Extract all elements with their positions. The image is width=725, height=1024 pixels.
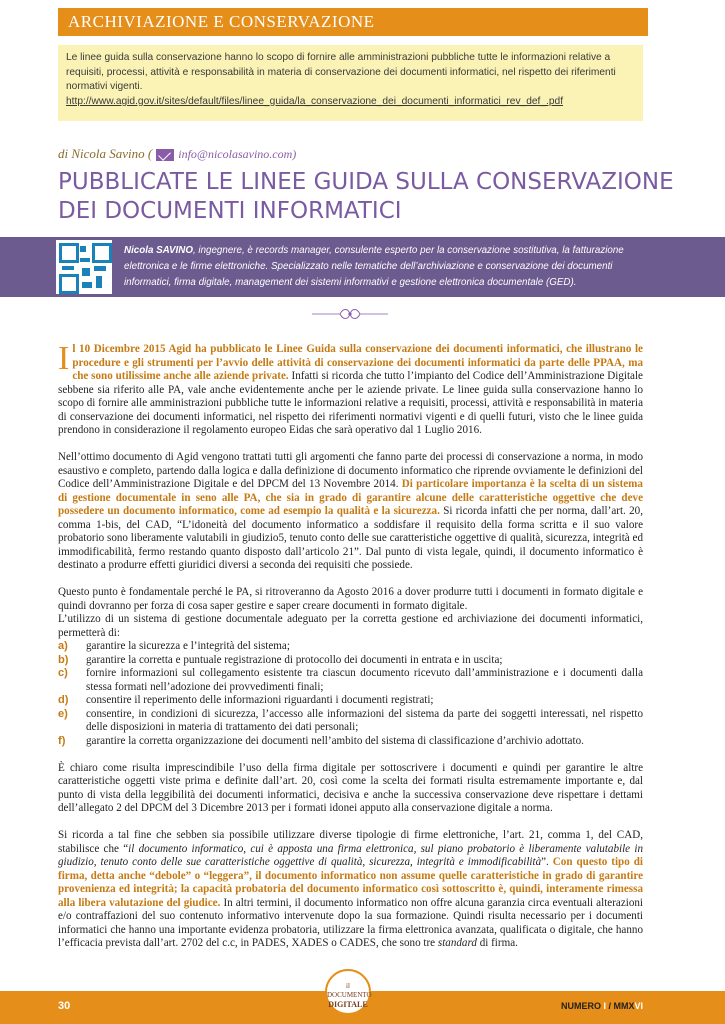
paragraph-6 bbox=[58, 829, 643, 951]
author-email[interactable]: info@nicolasavino.com) bbox=[178, 147, 297, 161]
byline bbox=[58, 146, 296, 162]
list-item bbox=[58, 708, 643, 735]
list-text: consentire, in condizioni di sicurezza, l’accesso alle informazioni del sistema da parte dei soggetti interessati, nel rispetto delle disposizioni in materia di trattamento dei dati personali; bbox=[86, 707, 643, 733]
paragraph-6-text-c: In altri termini, il documento informatico non offre alcuna garanzia circa eventuali alterazioni e/o contraffazioni del suo contenuto informativo intervenute dopo la sua formazione. Quindi risulta necessario per i documenti informatici che hanno una importante evidenza probatoria, utilizzare la firma elettronica avanzata, qualificata o digitale, che hanno l’efficacia prevista dall’art. 2702 del c.c, in PADES, XADES o CADES, che sono tre bbox=[58, 896, 643, 949]
ornament-divider-icon bbox=[310, 307, 390, 321]
paragraph-6-quote: il documento informatico, cui è apposta una firma elettronica, sul piano probatorio è liberamente valutabile in giudizio, tenuto conto delle sue caratteristiche oggettive di qualità, sicurezza, integrità e immodificabilità bbox=[58, 842, 643, 868]
list-item bbox=[58, 694, 643, 708]
paragraph-2-highlight: Di particolare importanza è la scelta di un sistema di gestione documentale in seno alle PA, che sia in grado di garantire alcune delle caratteristiche oggettive che deve possedere un documento informatico, come ad esempio la qualità e la sicurezza. bbox=[58, 478, 643, 517]
page-number: 30 bbox=[58, 1000, 71, 1012]
paragraph-1-text: Infatti si ricorda che tutto l’impianto del Codice dell’Amministrazione Digitale sebbene sia riferito alle PA, vale anche evidentemente anche per le aziende private. Le linee guida sulla conservazione hanno lo scopo di fornire alle amministrazioni pubbliche tutte le informazioni relative a requisiti, processi, attività e responsabilità in materia di conservazione dei documenti informatici, nel rispetto dei riferimenti normativi vigenti e di quelli futuri, visto che le linee guida prendono in considerazione il regolamento europeo Eidas che sarà operativo dal 1 Luglio 2016. bbox=[58, 370, 643, 436]
section-title: ARCHIVIAZIONE E CONSERVAZIONE bbox=[68, 12, 375, 31]
author-bio-text: , ingegnere, è records manager, consulente esperto per la conservazione sostitutiva, la fatturazione elettronica e le firme elettroniche. Specializzato nelle tematiche dell’archiviazione e conservazione dei documenti informatici, firma digitale, management dei sistemi informativi e gestione elettronica documentale (GED). bbox=[124, 245, 624, 288]
article-title: PUBBLICATE LE LINEE GUIDA SULLA CONSERVAZIONE DEI DOCUMENTI INFORMATICI bbox=[58, 169, 674, 224]
paragraph-2-text-a: Nell’ottimo documento di Agid vengono trattati tutti gli argomenti che fanno parte dei processi di conservazione a norma, in modo esaustivo e completo, partendo dalla logica e dalla definizione di documento informatico che riprende ovviamente le definizioni del Codice dell’Amministrazione Digitale e del DPCM del 13 Novembre 2014. bbox=[58, 451, 643, 490]
author-bio-name: Nicola SAVINO bbox=[124, 245, 193, 256]
byline-paren: ( bbox=[147, 146, 153, 161]
list-text: garantire la sicurezza e l’integrità del sistema; bbox=[86, 640, 290, 652]
logo-line-1: il DOCUMENTO bbox=[327, 982, 372, 999]
issue-year: VI bbox=[634, 1001, 643, 1011]
list-text: garantire la corretta e puntuale registrazione di protocollo dei documenti in entrata e in uscita; bbox=[86, 653, 503, 666]
list-letter: f) bbox=[58, 734, 66, 747]
paragraph-1-highlight: l 10 Dicembre 2015 Agid ha pubblicato le Linee Guida sulla conservazione dei documenti informatici, che illustrano le procedure e gli strumenti per l’avvio delle attività di conservazione dei documenti informatici da parte delle PPAA, ma che sono utilissime anche alle aziende private. bbox=[72, 343, 643, 382]
paragraph-2-text-b: Si ricorda infatti che per norma, dall’art. 20, comma 1-bis, del CAD, “L’idoneità del documento informatico a soddisfare il requisito della forma scritta e il suo valore probatorio sono liberamente valutabili in giudizio5, tenuto conto delle sue caratteristiche oggettive di qualità, sicurezza, integrità ed immodificabilità, fermo restando quanto disposto dall’articolo 21”. Dal punto di vista legale, quindi, il documento informatico è destinato a produrre effetti giuridici diversi a seconda dei requisiti che possiede. bbox=[58, 505, 643, 571]
issue-label: NUMERO bbox=[560, 1001, 601, 1011]
paragraph-6-standard: standard bbox=[437, 937, 477, 949]
author-name: di Nicola Savino bbox=[58, 146, 145, 161]
list-text: fornire informazioni sul collegamento esistente tra ciascun documento ricevuto dall’amministrazione e i documenti dalla stessa formati nell’adozione dei provvedimenti finali; bbox=[86, 667, 643, 693]
paragraph-4: L’utilizzo di un sistema di gestione documentale adeguato per la corretta gestione ed archiviazione dei documenti informatici, permetterà di: bbox=[58, 613, 643, 639]
paragraph-1 bbox=[58, 340, 643, 438]
list-letter: c) bbox=[58, 667, 68, 679]
list-item bbox=[58, 654, 643, 668]
list-letter: b) bbox=[58, 653, 69, 666]
list-letter: a) bbox=[58, 640, 68, 652]
drop-cap: I bbox=[58, 340, 70, 377]
paragraph-6-text-b: ”. bbox=[541, 856, 553, 868]
issue-number bbox=[561, 1001, 643, 1011]
list-letter: d) bbox=[58, 694, 69, 706]
logo-line-2: DIGITALE bbox=[328, 1000, 368, 1009]
author-bio-box bbox=[0, 237, 725, 297]
email-icon bbox=[156, 149, 174, 161]
info-box-text: Le linee guida sulla conservazione hanno lo scopo di fornire alle amministrazioni pubbliche tutte le informazioni relative a requisiti, processi, attività e responsabilità in materia di conservazione dei documenti informatici, nel rispetto dei riferimenti normativi vigenti. bbox=[66, 52, 616, 93]
section-header-bar bbox=[58, 8, 648, 36]
info-box bbox=[58, 45, 643, 121]
paragraph-2 bbox=[58, 451, 643, 573]
list-text: garantire la corretta organizzazione dei documenti nell’ambito del sistema di classificazione d’archivio adottato. bbox=[86, 734, 584, 747]
footer-bar bbox=[0, 982, 725, 1024]
list-text: consentire il reperimento delle informazioni riguardanti i documenti registrati; bbox=[86, 694, 434, 706]
requirements-list bbox=[58, 640, 643, 748]
paragraph-3: Questo punto è fondamentale perché le PA, si ritroveranno da Agosto 2016 a dover produrre tutti i documenti in formato digitale e quindi dovranno per forza di cosa saper gestire e saper creare documenti in formato digitale. bbox=[58, 586, 643, 612]
paragraph-6-text-a: Si ricorda a tal fine che sebben sia possibile utilizzare diverse tipologie di firme elettroniche, l’art. 21, comma 1, del CAD, stabilisce che “ bbox=[58, 829, 643, 855]
magazine-logo bbox=[325, 969, 371, 1015]
list-letter: e) bbox=[58, 707, 68, 720]
author-bio bbox=[124, 243, 646, 291]
list-item bbox=[58, 640, 643, 654]
guidelines-link[interactable]: http://www.agid.gov.it/sites/default/files/linee_guida/la_conservazione_dei_documenti_informatici_rev_def_.pdf bbox=[66, 95, 564, 107]
paragraph-6-highlight: Con questo tipo di firma, detta anche “debole” o “leggera”, il documento informatico non assume quelle caratteristiche in grado di garantire provenienza ed integrità; la capacità probatoria del documento informatico così sottoscritto è, quindi, interamente rimessa alla libera valutazione del giudice. bbox=[58, 856, 643, 909]
list-item bbox=[58, 735, 643, 749]
paragraph-5: È chiaro come risulta imprescindibile l’uso della firma digitale per sottoscrivere i documenti e quindi per garantire le altre caratteristiche oggetti viste prima e definite dall’art. 20, così come la scelta dei formati risulta estremamente importante e, dal punto di vista della leggibilità dei documenti informatici, decisiva e anche la successiva conservazione deve rispettare i dettami dell’allegato 2 del DPCM del 3 Dicembre 2013 per i formati idonei apputo alla conservazione digitale a norma. bbox=[58, 761, 643, 814]
article-body bbox=[58, 340, 643, 964]
paragraph-6-end: di firma. bbox=[476, 937, 518, 949]
list-item bbox=[58, 667, 643, 694]
issue-num: I bbox=[603, 1001, 606, 1011]
issue-sep: / MMX bbox=[605, 1001, 635, 1011]
qr-code-icon bbox=[56, 240, 112, 294]
